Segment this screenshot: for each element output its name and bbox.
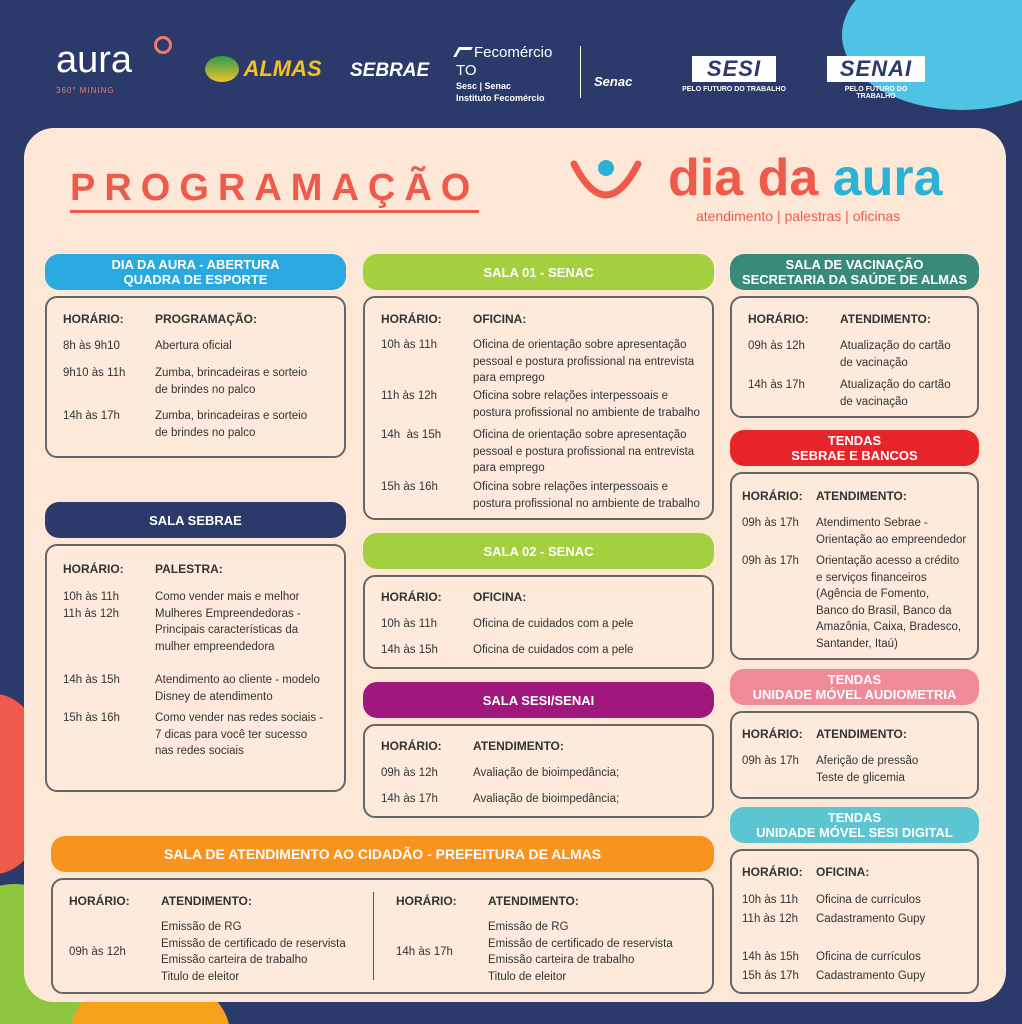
table-row: 14h às 17h: [63, 410, 120, 422]
sesi-digital-header: TENDAS UNIDADE MÓVEL SESI DIGITAL: [730, 807, 979, 843]
sebrae-logo: SEBRAE: [350, 60, 430, 81]
logo-divider: [580, 46, 581, 98]
sala-sebrae-box: HORÁRIO: PALESTRA: 10h às 11h 11h às 12h Como vender mais e melhor Mulheres Empreendedoras - Principais características da mulher empreendedora 14h às 15h Atendimento ao cliente - modelo Disney de atendimento 15h às 16h Como vender nas redes sociais - 7 dicas para você ter sucesso nas redes sociais: [45, 544, 346, 792]
aura-logo: aura 360° MINING: [56, 40, 132, 95]
table-row: 14h às 15h: [381, 429, 442, 441]
almas-logo: ALMAS: [205, 56, 322, 82]
column-divider: [373, 892, 374, 980]
table-row: 10h às 11h 11h às 12h: [63, 591, 120, 620]
table-row: 15h às 16h: [381, 481, 438, 493]
abertura-header: DIA DA AURA - ABERTURA QUADRA DE ESPORTE: [45, 254, 346, 290]
sala02-header: SALA 02 - SENAC: [363, 533, 714, 569]
sala01-box: HORÁRIO: OFICINA: 10h às 11h Oficina de orientação sobre apresentação pessoal e postura profissional na entrevista para emprego 11h às 12h Oficina sobre relações interpessoais e postura profissional no ambiente de trabalho 14h às 15h Oficina de orientação sobre apresentação pessoal e postura profissional na entrevista para emprego 15h às 16h Oficina sobre relações interpessoais e postura profissional no ambiente de trabalho: [363, 296, 714, 520]
table-row: 09h às 17h: [742, 755, 799, 767]
table-row: 14h às 15h: [63, 674, 120, 686]
table-row: 10h às 11h: [381, 339, 438, 351]
sesi-senai-header: SALA SESI/SENAI: [363, 682, 714, 718]
abertura-box: HORÁRIO: PROGRAMAÇÃO: 8h às 9h10 Abertura oficial 9h10 às 11h Zumba, brincadeiras e sorteio de brindes no palco 14h às 17h Zumba, brincadeiras e sorteio de brindes no palco: [45, 296, 346, 458]
audiometria-box: HORÁRIO: ATENDIMENTO: 09h às 17h Aferição de pressão Teste de glicemia: [730, 711, 979, 799]
cidadao-header: SALA DE ATENDIMENTO AO CIDADÃO - PREFEITURA DE ALMAS: [51, 836, 714, 872]
table-row: 10h às 11h 11h às 12h: [742, 894, 799, 925]
sesi-senai-box: HORÁRIO: ATENDIMENTO: 09h às 12h Avaliação de bioimpedância; 14h às 17h Avaliação de bioimpedância;: [363, 724, 714, 818]
sesi-digital-box: HORÁRIO: OFICINA: 10h às 11h 11h às 12h Oficina de currículos Cadastramento Gupy 14h às 15h 15h às 17h Oficina de currículos Cadastramento Gupy: [730, 849, 979, 994]
page-title: PROGRAMAÇÃO: [70, 168, 479, 213]
table-row: 14h às 17h: [381, 793, 438, 805]
event-subtitle: atendimento | palestras | oficinas: [696, 208, 901, 224]
fecomercio-wing-icon: [453, 47, 473, 57]
senai-logo: SENAI PELO FUTURO DO TRABALHO: [826, 56, 926, 100]
table-row: 09h às 17h: [742, 517, 799, 529]
table-row: 10h às 11h: [381, 618, 438, 630]
cidadao-box: HORÁRIO: ATENDIMENTO: 09h às 12h Emissão de RG Emissão de certificado de reservista Emissão carteira de trabalho Titulo de eleitor HORÁRIO: ATENDIMENTO: 14h às 17h Emissão de RG Emissão de certificado de reservista Emissão carteira de trabalho Titulo de eleitor: [51, 878, 714, 994]
table-row: 14h às 17h: [396, 946, 453, 958]
fecomercio-logo: Fecomércio TO Sesc | Senac Instituto Fecomércio: [456, 44, 576, 104]
tendas-sebrae-box: HORÁRIO: ATENDIMENTO: 09h às 17h Atendimento Sebrae - Orientação ao empreendedor 09h às 17h Orientação acesso a crédito e serviços financeiros (Agência de Fomento, Banco do Brasil, Banco da Amazônia, Caixa, Bradesco, Santander, Itaú): [730, 472, 979, 660]
program-card: [24, 128, 1006, 1002]
table-row: 11h às 12h: [381, 390, 438, 402]
table-row: 14h às 15h: [381, 644, 438, 656]
table-row: 09h às 12h: [381, 767, 438, 779]
audiometria-header: TENDAS UNIDADE MÓVEL AUDIOMETRIA: [730, 669, 979, 705]
dia-da-aura-icon: [568, 156, 644, 206]
tendas-sebrae-header: TENDAS SEBRAE E BANCOS: [730, 430, 979, 466]
table-row: 09h às 12h: [748, 340, 805, 352]
sponsor-logo-bar: [0, 30, 1022, 110]
event-name: dia da aura: [668, 149, 943, 207]
table-row: 14h às 15h 15h às 17h: [742, 951, 799, 982]
dia-da-aura-logo: [568, 150, 968, 230]
table-row: 09h às 17h: [742, 555, 799, 567]
sala-sebrae-header: SALA SEBRAE: [45, 502, 346, 538]
sesi-logo: SESI PELO FUTURO DO TRABALHO: [682, 56, 786, 93]
table-row: 9h10 às 11h: [63, 367, 126, 379]
sala01-header: SALA 01 - SENAC: [363, 254, 714, 290]
vacinacao-box: HORÁRIO: ATENDIMENTO: 09h às 12h Atualização do cartão de vacinação 14h às 17h Atualização do cartão de vacinação: [730, 296, 979, 418]
table-row: 8h às 9h10: [63, 340, 120, 352]
almas-badge-icon: [205, 56, 239, 82]
sala02-box: HORÁRIO: OFICINA: 10h às 11h Oficina de cuidados com a pele 14h às 15h Oficina de cuidados com a pele: [363, 575, 714, 669]
aura-ring-icon: [154, 36, 172, 54]
senac-logo: Senac: [594, 74, 633, 89]
table-row: 09h às 12h: [69, 946, 126, 958]
table-row: 15h às 16h: [63, 712, 120, 724]
vacinacao-header: SALA DE VACINAÇÃO SECRETARIA DA SAÚDE DE ALMAS: [730, 254, 979, 290]
table-row: 14h às 17h: [748, 379, 805, 391]
